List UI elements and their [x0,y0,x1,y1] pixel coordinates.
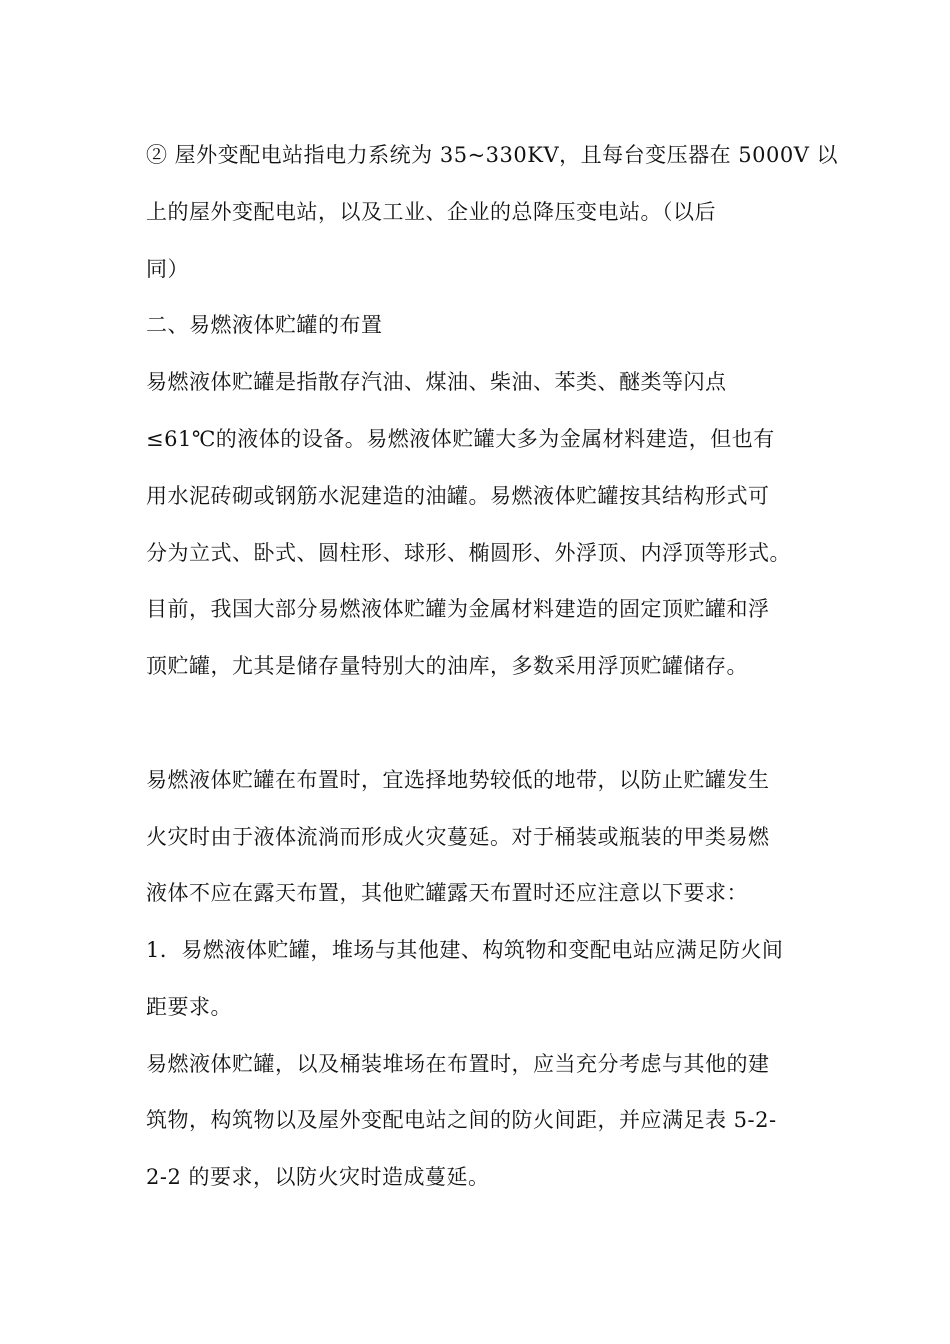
text-line: 2-2 的要求，以防火灾时造成蔓延。 [146,1165,490,1189]
text-line: 易燃液体贮罐是指散存汽油、煤油、柴油、苯类、醚类等闪点 [146,370,727,394]
text-line: 同） [146,257,189,281]
text-line: 火灾时由于液体流淌而形成火灾蔓延。对于桶装或瓶装的甲类易燃 [146,825,770,849]
text-line: 分为立式、卧式、圆柱形、球形、椭圆形、外浮顶、内浮顶等形式。 [146,541,791,565]
section-heading: 二、易燃液体贮罐的布置 [146,313,383,337]
list-item: 1．易燃液体贮罐，堆场与其他建、构筑物和变配电站应满足防火间 [146,938,784,962]
text-line: 用水泥砖砌或钢筋水泥建造的油罐。易燃液体贮罐按其结构形式可 [146,484,770,508]
text-line: ≤61℃的液体的设备。易燃液体贮罐大多为金属材料建造，但也有 [146,427,775,451]
text-line: 易燃液体贮罐在布置时，宜选择地势较低的地带，以防止贮罐发生 [146,768,770,792]
text-line: 目前，我国大部分易燃液体贮罐为金属材料建造的固定顶贮罐和浮 [146,597,770,621]
text-line: 筑物，构筑物以及屋外变配电站之间的防火间距，并应满足表 5-2- [146,1108,777,1132]
text-line: 顶贮罐，尤其是储存量特别大的油库，多数采用浮顶贮罐储存。 [146,654,748,678]
text-line: 易燃液体贮罐，以及桶装堆场在布置时，应当充分考虑与其他的建 [146,1052,770,1076]
text-line: 上的屋外变配电站，以及工业、企业的总降压变电站。（以后 [146,200,716,224]
text-line: ② 屋外变配电站指电力系统为 35~330KV，且每台变压器在 5000V 以 [146,143,839,167]
text-line: 距要求。 [146,995,232,1019]
text-line: 液体不应在露天布置，其他贮罐露天布置时还应注意以下要求： [146,881,748,905]
